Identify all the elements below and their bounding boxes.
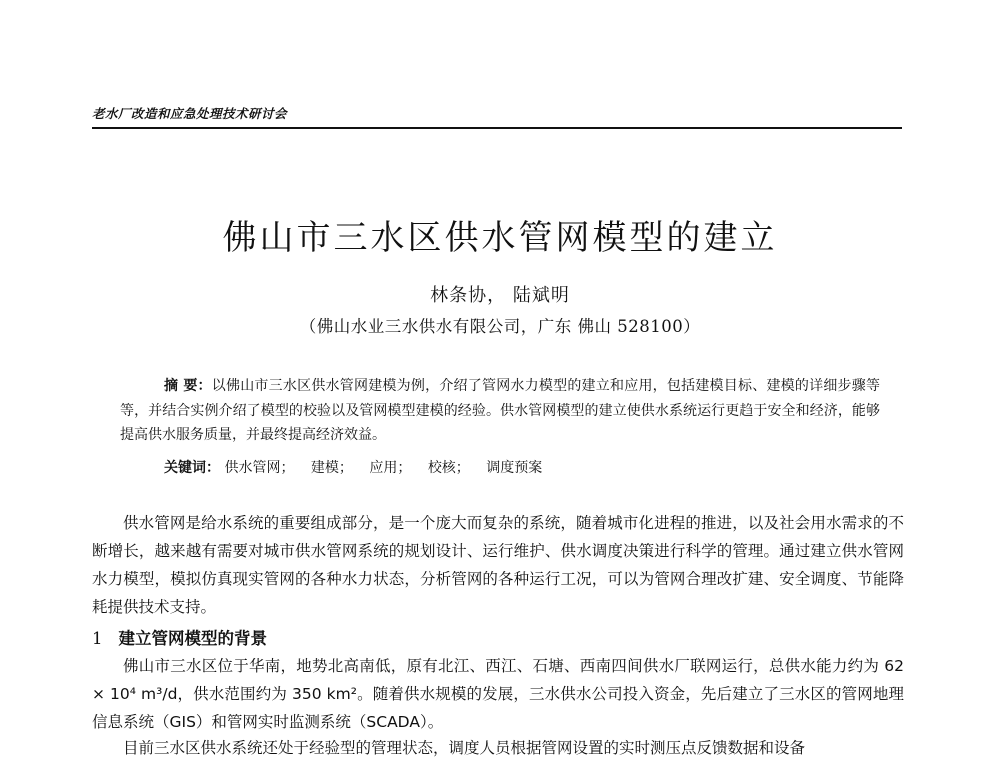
keyword: 供水管网； <box>224 460 295 476</box>
abstract <box>120 374 880 448</box>
section-number: 1 <box>92 629 103 648</box>
header-rule <box>92 127 902 129</box>
paper-authors: 林条协， 陆斌明 <box>430 285 570 306</box>
abstract-label: 摘 要： <box>164 378 212 394</box>
keyword: 校核； <box>427 460 470 476</box>
section-title: 建立管网模型的背景 <box>118 629 267 648</box>
paper-title: 佛山市三水区供水管网模型的建立 <box>222 218 778 258</box>
keyword: 建模； <box>310 460 353 476</box>
status-paragraph: 目前三水区供水系统还处于经验型的管理状态，调度人员根据管网设置的实时测压点反馈数据和设备 <box>123 739 806 757</box>
abstract-text: 以佛山市三水区供水管网建模为例，介绍了管网水力模型的建立和应用，包括建模目标、建模的详细步骤等等，并结合实例介绍了模型的校验以及管网模型建模的经验。供水管网模型的建立使供水系统运行更趋于安全和经济，能够提高供水服务质量，并最终提高经济效益。 <box>120 378 880 443</box>
background-paragraph: 佛山市三水区位于华南，地势北高南低，原有北江、西江、石塘、西南四间供水厂联网运行，总供水能力约为 62 × 10⁴ m³/d，供水范围约为 350 km²。随着供水规模的发展，三水供水公司投入资金，先后建立了三水区的管网地理信息系统（GIS）和管网实时监测系统（SCADA）。 <box>92 657 904 731</box>
paper-affiliation: （佛山水业三水供水有限公司，广东 佛山 528100） <box>299 317 701 336</box>
keyword: 应用； <box>369 460 412 476</box>
section-heading <box>92 625 267 649</box>
keywords <box>164 457 880 477</box>
keywords-label: 关键词： <box>164 460 220 476</box>
intro-paragraph: 供水管网是给水系统的重要组成部分，是一个庞大而复杂的系统，随着城市化进程的推进，以及社会用水需求的不断增长，越来越有需要对城市供水管网系统的规划设计、运行维护、供水调度决策进行科学的管理。通过建立供水管网水力模型，模拟仿真现实管网的各种水力状态，分析管网的各种运行工况，可以为管网合理改扩建、安全调度、节能降耗提供技术支持。 <box>92 514 904 616</box>
running-header: 老水厂改造和应急处理技术研讨会 <box>92 106 288 121</box>
keyword: 调度预案 <box>486 460 543 476</box>
